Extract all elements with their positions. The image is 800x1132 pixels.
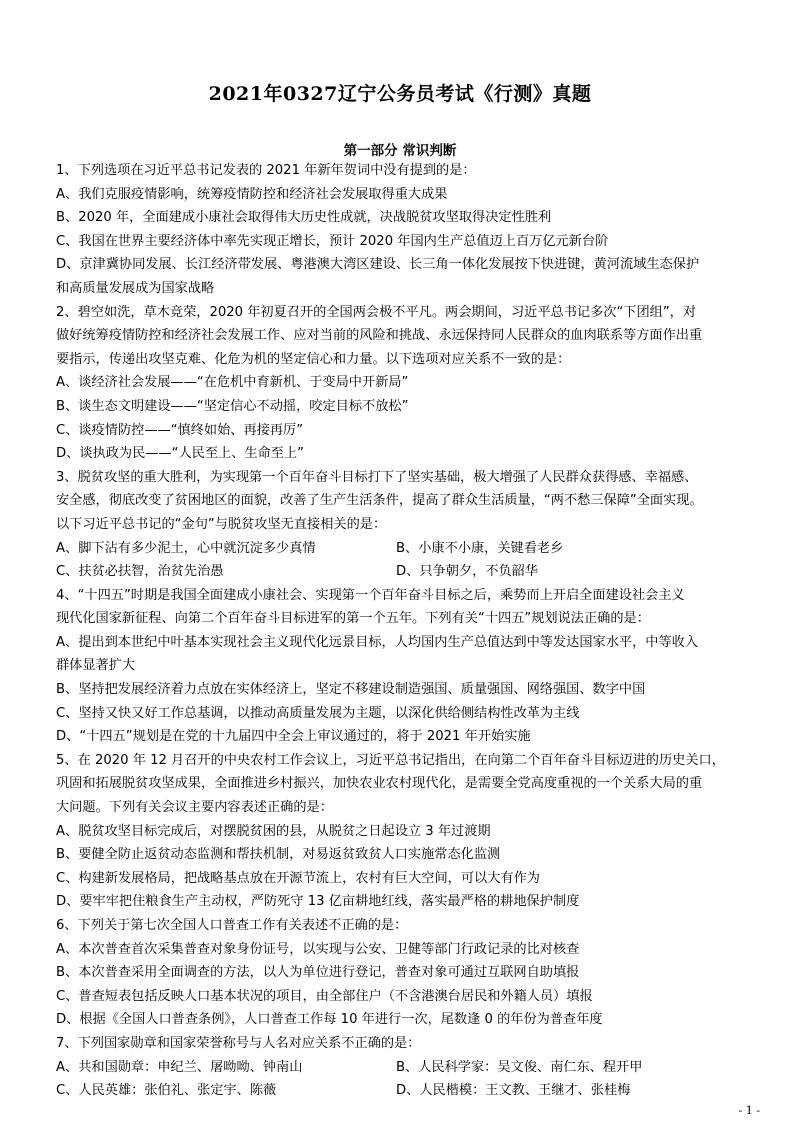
page-number: - 1 -	[738, 1104, 760, 1117]
option-line: D、只争朝夕，不负韶华	[396, 564, 539, 580]
question-stem-line: 做好统筹疫情防控和经济社会发展工作、应对当前的风险和挑战、永远保持同人民群众的血肉联系等方面作出重	[56, 328, 703, 344]
option-line: C、人民英雄：张伯礼、张定宇、陈薇	[56, 1083, 277, 1099]
question-stem-line: 安全感，彻底改变了贫困地区的面貌，改善了生产生活条件，提高了群众生活质量，“两不愁三保障”全面实现。	[56, 493, 703, 509]
option-line: B、小康不小康，关键看老乡	[396, 540, 564, 556]
question-1	[56, 159, 746, 301]
option-line: C、扶贫必扶智，治贫先治愚	[56, 564, 224, 580]
option-line: B、要健全防止返贫动态监测和帮扶机制，对易返贫致贫人口实施常态化监测	[56, 847, 501, 863]
section-title: 第一部分 常识判断	[343, 143, 457, 159]
question-stem-line: 7、下列国家勋章和国家荣誉称号与人名对应关系不正确的是：	[56, 1035, 421, 1051]
option-line: D、根据《全国人口普查条例》，人口普查工作每 10 年进行一次，尾数逢 0 的年份为普查年度	[56, 1012, 603, 1028]
question-3	[56, 466, 746, 584]
question-7	[56, 1032, 746, 1103]
question-stem-line: 要指示，传递出攻坚克难、化危为机的坚定信心和力量。以下选项对应关系不一致的是：	[56, 351, 571, 367]
question-6	[56, 914, 746, 1032]
question-stem-line: 2、碧空如洗，草木竞荣，2020 年初夏召开的全国两会极不平凡。两会期间，习近平总书记多次“下团组”，对	[56, 304, 697, 320]
option-line: A、共和国勋章：申纪兰、屠呦呦、钟南山	[56, 1059, 303, 1075]
option-line: A、谈经济社会发展——“在危机中育新机、于变局中开新局”	[56, 375, 409, 391]
question-stem-line: 现代化国家新征程、向第二个百年奋斗目标进军的第一个五年。下列有关“十四五”规划说法正确的是：	[56, 611, 650, 627]
question-stem-line: 巩固和拓展脱贫攻坚成果，全面推进乡村振兴，加快农业农村现代化，是需要全党高度重视的一个关系大局的重	[56, 776, 703, 792]
question-stem-line: 4、“十四五”时期是我国全面建成小康社会、实现第一个百年奋斗目标之后，乘势而上开启全面建设社会主义	[56, 587, 685, 603]
option-line: C、我国在世界主要经济体中率先实现正增长，预计 2020 年国内生产总值迈上百万亿元新台阶	[56, 233, 609, 249]
question-stem-line: 以下习近平总书记的“金句”与脱贫攻坚无直接相关的是：	[56, 516, 387, 532]
option-row	[56, 560, 746, 584]
option-line: C、普查短表包括反映人口基本状况的项目，由全部住户（不含港澳台居民和外籍人员）填报	[56, 988, 593, 1004]
option-row	[56, 537, 746, 561]
questions-area	[56, 159, 746, 1103]
option-line: B、人民科学家：吴文俊、南仁东、程开甲	[396, 1059, 643, 1075]
exam-title: 2021年0327辽宁公务员考试《行测》真题	[208, 83, 592, 105]
option-line: C、构建新发展格局，把战略基点放在开源节流上，农村有巨大空间，可以大有作为	[56, 870, 540, 886]
option-line: A、提出到本世纪中叶基本实现社会主义现代化远景目标，人均国内生产总值达到中等发达国家水平，中等收入	[56, 634, 699, 650]
option-line: A、我们克服疫情影响，统筹疫情防控和经济社会发展取得重大成果	[56, 186, 448, 202]
option-line: A、脚下沾有多少泥土，心中就沉淀多少真情	[56, 540, 316, 556]
option-line: D、人民楷模：王文教、王继才、张桂梅	[396, 1083, 631, 1099]
option-line: B、2020 年，全面建成小康社会取得伟大历史性成就，决战脱贫攻坚取得决定性胜利	[56, 210, 552, 226]
option-line: B、坚持把发展经济着力点放在实体经济上，坚定不移建设制造强国、质量强国、网络强国、数字中国	[56, 682, 646, 698]
option-row	[56, 1079, 746, 1103]
option-line: C、坚持又快又好工作总基调，以推动高质量发展为主题，以深化供给侧结构性改革为主线	[56, 705, 580, 721]
option-line: 和高质量发展成为国家战略	[56, 280, 215, 296]
question-4	[56, 584, 746, 749]
question-stem-line: 5、在 2020 年 12 月召开的中央农村工作会议上，习近平总书记指出，在向第二个百年奋斗目标迈进的历史关口，	[56, 752, 725, 768]
option-line: C、谈疫情防控——“慎终如始、再接再厉”	[56, 422, 304, 438]
option-line: 群体显著扩大	[56, 658, 136, 674]
option-line: D、京津冀协同发展、长江经济带发展、粤港澳大湾区建设、长三角一体化发展按下快进键，黄河流域生态保护	[56, 257, 700, 273]
option-line: D、要牢牢把住粮食生产主动权，严防死守 13 亿亩耕地红线，落实最严格的耕地保护制度	[56, 894, 580, 910]
option-line: A、脱贫攻坚目标完成后，对摆脱贫困的县，从脱贫之日起设立 3 年过渡期	[56, 823, 491, 839]
question-stem-line: 3、脱贫攻坚的重大胜利，为实现第一个百年奋斗目标打下了坚实基础，极大增强了人民群众获得感、幸福感、	[56, 469, 698, 485]
option-line: D、“十四五”规划是在党的十九届四中全会上审议通过的，将于 2021 年开始实施	[56, 729, 531, 745]
question-2	[56, 301, 746, 466]
option-line: B、谈生态文明建设——“坚定信心不动摇，咬定目标不放松”	[56, 398, 409, 414]
option-line: D、谈执政为民——“人民至上、生命至上”	[56, 446, 305, 462]
question-5	[56, 749, 746, 914]
option-line: A、本次普查首次采集普查对象身份证号，以实现与公安、卫健等部门行政记录的比对核查	[56, 941, 580, 957]
question-stem-line: 1、下列选项在习近平总书记发表的 2021 年新年贺词中没有提到的是：	[56, 163, 476, 178]
question-stem-line: 6、下列关于第七次全国人口普查工作有关表述不正确的是：	[56, 918, 408, 933]
option-line: B、本次普查采用全面调查的方法，以人为单位进行登记，普查对象可通过互联网自助填报	[56, 965, 580, 981]
option-row	[56, 1056, 746, 1080]
question-stem-line: 大问题。下列有关会议主要内容表述正确的是：	[56, 800, 333, 816]
